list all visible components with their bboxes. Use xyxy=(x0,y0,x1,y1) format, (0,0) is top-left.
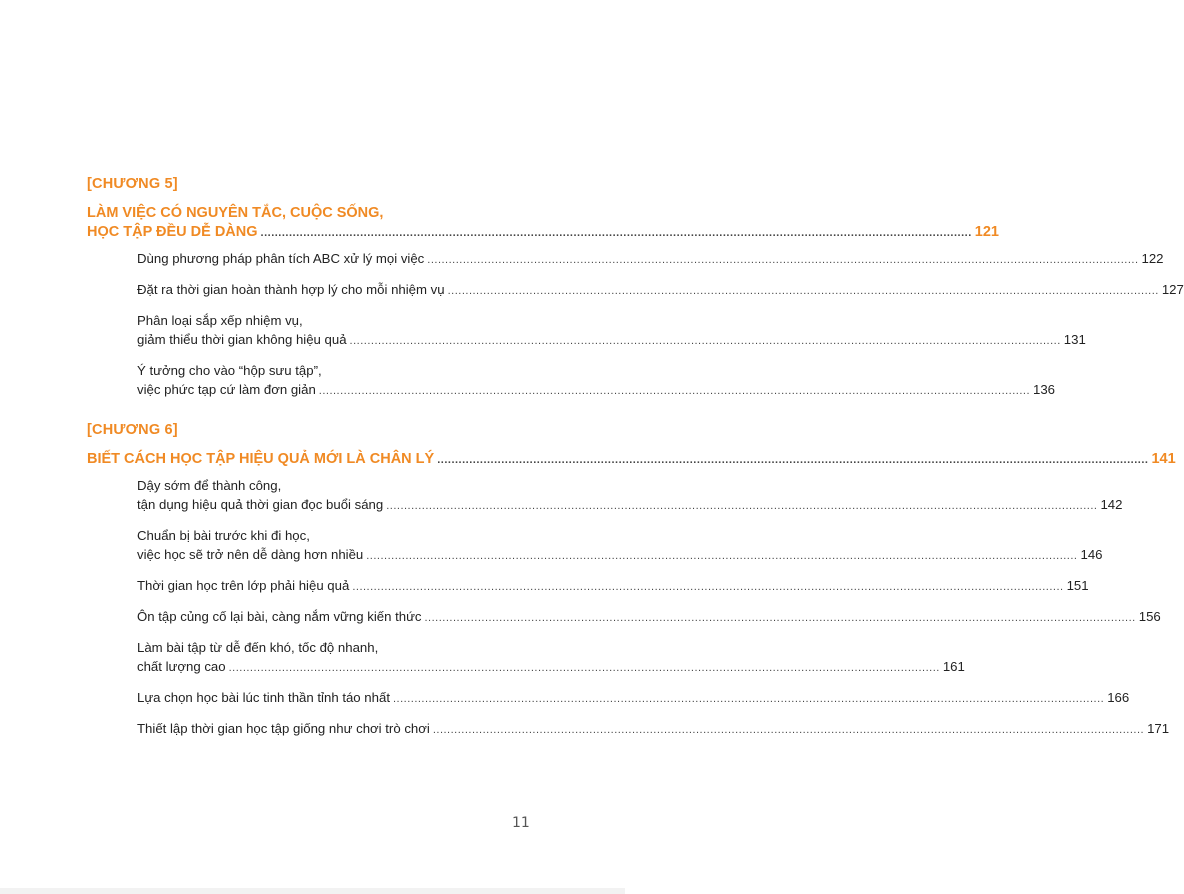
toc-entry-last-line xyxy=(137,607,1161,628)
toc-entry-text-line: Lựa chọn học bài lúc tinh thần tỉnh táo nhất xyxy=(137,690,390,705)
page-number: 11 xyxy=(512,815,530,831)
toc-entry xyxy=(137,311,1086,351)
toc-entry-text-line: Thời gian học trên lớp phải hiệu quả xyxy=(137,578,350,593)
toc-entry-text-line: việc học sẽ trở nên dễ dàng hơn nhiều xyxy=(137,547,364,562)
toc-entry-page-number: 161 xyxy=(942,659,965,674)
dot-leader: ........................................................................................................................................................................................................ xyxy=(437,454,1149,466)
chapter-title-last-line xyxy=(87,223,999,243)
dot-leader: ........................................................................................................................................................................................................ xyxy=(318,385,1031,397)
chapter-title-text-line: LÀM VIỆC CÓ NGUYÊN TẮC, CUỘC SỐNG, xyxy=(87,205,384,221)
toc-entry-text-line: tận dụng hiệu quả thời gian đọc buổi sáng xyxy=(137,497,384,512)
toc-entry-last-line xyxy=(137,495,1123,516)
toc-entry-last-line xyxy=(137,688,1130,709)
toc-entry-last-line xyxy=(137,719,1170,740)
toc-entry-text-line: Ôn tập củng cố lại bài, càng nắm vững kiến thức xyxy=(137,609,422,624)
toc-entry-page-number: 136 xyxy=(1033,382,1056,397)
toc-entry-page-number: 122 xyxy=(1141,251,1164,266)
chapter-title-page-number: 141 xyxy=(1151,451,1176,467)
dot-leader: ........................................................................................................................................................................................................ xyxy=(352,581,1064,593)
toc-entry xyxy=(137,638,965,678)
dot-leader: ........................................................................................................................................................................................................ xyxy=(228,662,940,674)
toc-entry-text-line: chất lượng cao xyxy=(137,659,226,674)
toc-entry xyxy=(137,719,1170,740)
toc-entry-text-line: Dậy sớm để thành công, xyxy=(137,478,282,493)
toc-entry-last-line xyxy=(137,576,1089,597)
toc-entry-text-line: Chuẩn bị bài trước khi đi học, xyxy=(137,528,310,543)
chapter-title-text-line: BIẾT CÁCH HỌC TẬP HIỆU QUẢ MỚI LÀ CHÂN LÝ xyxy=(87,451,435,467)
toc-entry xyxy=(137,280,1184,301)
dot-leader: ........................................................................................................................................................................................................ xyxy=(260,227,972,239)
toc-entry-text-line: Dùng phương pháp phân tích ABC xử lý mọi việc xyxy=(137,251,425,266)
toc-entry xyxy=(137,249,1164,270)
dot-leader: ........................................................................................................................................................................................................ xyxy=(447,285,1159,297)
toc-entry-text-line: việc phức tạp cứ làm đơn giản xyxy=(137,382,316,397)
toc-entry-page-number: 151 xyxy=(1066,578,1089,593)
toc-entry-text-line: Ý tưởng cho vào “hộp sưu tập”, xyxy=(137,363,322,378)
toc-entry-page-number: 171 xyxy=(1147,721,1170,736)
dot-leader: ........................................................................................................................................................................................................ xyxy=(427,254,1139,266)
page-bottom-edge xyxy=(0,888,625,894)
chapter-6-section xyxy=(87,420,1176,740)
chapter-title xyxy=(87,204,999,243)
toc-entry-last-line xyxy=(137,545,1103,566)
toc-entry-last-line xyxy=(137,657,965,678)
dot-leader: ........................................................................................................................................................................................................ xyxy=(432,724,1145,736)
dot-leader: ........................................................................................................................................................................................................ xyxy=(392,693,1105,705)
chapter-title xyxy=(87,450,1176,470)
dot-leader: ........................................................................................................................................................................................................ xyxy=(366,550,1078,562)
toc-entry xyxy=(137,576,1089,597)
toc-entry-text-line: giảm thiểu thời gian không hiệu quả xyxy=(137,332,347,347)
toc-entry-last-line xyxy=(137,280,1184,301)
chapter-title-text-line: HỌC TẬP ĐỀU DỄ DÀNG xyxy=(87,224,258,240)
toc-entry-page-number: 156 xyxy=(1138,609,1161,624)
dot-leader: ........................................................................................................................................................................................................ xyxy=(349,335,1061,347)
toc-entry-page-number: 166 xyxy=(1107,690,1130,705)
toc-entry-text-line: Làm bài tập từ dễ đến khó, tốc độ nhanh, xyxy=(137,640,379,655)
chapter-label: [CHƯƠNG 6] xyxy=(87,422,178,438)
chapter-title-last-line xyxy=(87,450,1176,470)
dot-leader: ........................................................................................................................................................................................................ xyxy=(386,500,1098,512)
toc-entry xyxy=(137,361,1056,401)
toc-entry xyxy=(137,476,1123,516)
chapter-title-page-number: 121 xyxy=(974,224,999,240)
toc-entry xyxy=(137,607,1161,628)
toc-entry-last-line xyxy=(137,380,1056,401)
dot-leader: ........................................................................................................................................................................................................ xyxy=(424,612,1136,624)
toc-entry xyxy=(137,526,1103,566)
chapter-label: [CHƯƠNG 5] xyxy=(87,176,178,192)
toc-entry-page-number: 131 xyxy=(1063,332,1086,347)
toc-entry-text-line: Phân loại sắp xếp nhiệm vụ, xyxy=(137,313,303,328)
toc-entry-last-line xyxy=(137,330,1086,351)
toc-entry-page-number: 142 xyxy=(1100,497,1123,512)
toc-entry-text-line: Thiết lập thời gian học tập giống như chơi trò chơi xyxy=(137,721,430,736)
toc-entry-last-line xyxy=(137,249,1164,270)
toc-entry-page-number: 146 xyxy=(1080,547,1103,562)
toc-entry-text-line: Đặt ra thời gian hoàn thành hợp lý cho mỗi nhiệm vụ xyxy=(137,282,445,297)
toc-entry-page-number: 127 xyxy=(1161,282,1184,297)
chapter-5-section xyxy=(87,174,1184,401)
toc-entry xyxy=(137,688,1130,709)
